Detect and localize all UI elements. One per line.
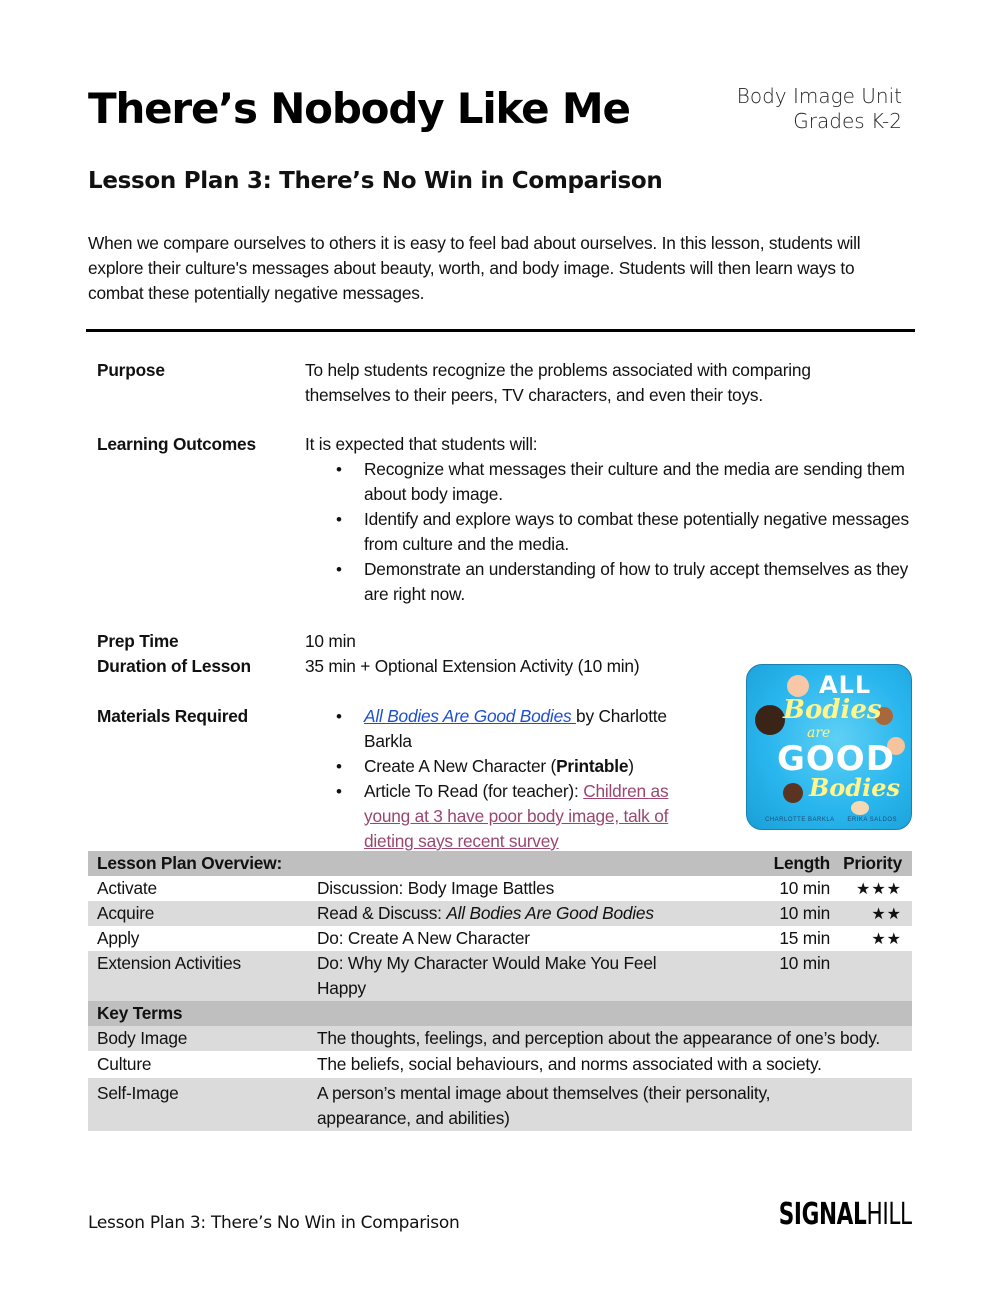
- lesson-overview-table: [88, 851, 912, 1131]
- outcome-item: • Recognize what messages their culture and the media are sending them about body image.: [305, 457, 910, 507]
- term-cell: Self-Image: [97, 1083, 179, 1103]
- cover-author: CHARLOTTE BARKLA: [765, 817, 835, 823]
- cover-illustrator: ERIKA SALDOS: [847, 817, 897, 823]
- table-row: [88, 901, 912, 926]
- printable-bold: Printable: [556, 756, 629, 776]
- definition-cell: The thoughts, feelings, and perception about the appearance of one’s body.: [317, 1028, 880, 1048]
- signal-hill-logo: [779, 1192, 912, 1238]
- definition-cell: The beliefs, social behaviours, and norms associated with a society.: [317, 1054, 822, 1074]
- article-link[interactable]: Children as young at 3 have poor body image, talk of dieting says recent survey: [364, 781, 669, 851]
- learning-outcomes-list: [305, 457, 910, 607]
- outcome-item: • Identify and explore ways to combat these potentially negative messages from culture and the media.: [305, 507, 910, 557]
- purpose-text: To help students recognize the problems associated with comparing themselves to their peers, TV characters, and even their toys.: [305, 360, 811, 405]
- illustration-child: [755, 705, 785, 735]
- unit-name: Body Image Unit: [736, 84, 902, 108]
- key-terms-header-row: [88, 1001, 912, 1026]
- materials-list-wrap: [305, 704, 705, 854]
- document-title: There’s Nobody Like Me: [88, 84, 630, 133]
- material-article: [305, 779, 705, 854]
- cover-title-line: Bodies: [783, 695, 882, 725]
- priority-header: Priority: [843, 853, 902, 873]
- duration-value: 35 min + Optional Extension Activity (10 min): [305, 656, 640, 676]
- length-cell: 10 min: [779, 903, 830, 923]
- term-cell: Body Image: [97, 1028, 188, 1048]
- table-header-row: [88, 851, 912, 876]
- length-header: Length: [773, 853, 830, 873]
- phase-cell: Extension Activities: [97, 953, 241, 973]
- activity-cell: Do: Why My Character Would Make You Feel Happy: [317, 953, 657, 998]
- illustration-child: [783, 783, 803, 803]
- logo-thin: HILL: [866, 1197, 912, 1232]
- material-printable: [305, 754, 705, 779]
- priority-stars-icon: ★★★: [855, 879, 902, 898]
- phase-cell: Acquire: [97, 903, 155, 923]
- section-divider: [86, 329, 915, 332]
- table-row: [88, 876, 912, 901]
- material-book: [305, 704, 705, 754]
- term-cell: Culture: [97, 1054, 152, 1074]
- cover-title-line: Bodies: [809, 773, 900, 802]
- activity-prefix: Read & Discuss:: [317, 903, 447, 923]
- illustration-child: [787, 675, 809, 697]
- table-row: [88, 1051, 912, 1078]
- lesson-intro: When we compare ourselves to others it is easy to feel bad about ourselves. In this lesson, students will explore their culture's messages about beauty, worth, and body image. Students will then learn ways to combat these potentially negative messages.: [88, 233, 861, 303]
- priority-stars-icon: [840, 951, 912, 1001]
- printable-suffix: ): [628, 756, 634, 776]
- activity-cell: Discussion: Body Image Battles: [317, 878, 555, 898]
- footer-lesson-title: Lesson Plan 3: There’s No Win in Comparison: [88, 1213, 460, 1233]
- activity-cell: Do: Create A New Character: [317, 928, 530, 948]
- prep-time-value: 10 min: [305, 631, 356, 651]
- definition-cell: A person’s mental image about themselves (their personality, appearance, and abilities): [317, 1083, 771, 1128]
- priority-stars-icon: ★★: [871, 904, 902, 923]
- article-prefix: Article To Read (for teacher):: [364, 781, 584, 801]
- unit-info: [737, 84, 902, 134]
- learning-outcomes-label: Learning Outcomes: [97, 434, 256, 454]
- grade-level: Grades K-2: [793, 109, 902, 133]
- illustration-child: [851, 801, 869, 815]
- printable-prefix: Create A New Character (: [364, 756, 557, 776]
- table-row: [88, 926, 912, 951]
- purpose-label: Purpose: [97, 360, 165, 380]
- duration-label: Duration of Lesson: [97, 656, 251, 676]
- book-author: by Charlotte Barkla: [364, 706, 667, 751]
- materials-label: Materials Required: [97, 706, 249, 726]
- length-cell: 10 min: [779, 878, 830, 898]
- cover-title-line: ALL: [819, 671, 872, 699]
- key-terms-header: Key Terms: [97, 1003, 183, 1023]
- outcome-item: • Demonstrate an understanding of how to truly accept themselves as they are right now.: [305, 557, 910, 607]
- logo-bold: SIGNAL: [779, 1197, 867, 1232]
- activity-cell: [317, 901, 737, 926]
- cover-title-line: GOOD: [777, 739, 895, 779]
- book-cover-image: [746, 664, 912, 830]
- phase-cell: Apply: [97, 928, 140, 948]
- phase-cell: Activate: [97, 878, 157, 898]
- lesson-title: Lesson Plan 3: There’s No Win in Comparison: [88, 168, 663, 194]
- book-link[interactable]: All Bodies Are Good Bodies: [364, 706, 577, 726]
- materials-list: [305, 704, 705, 854]
- length-cell: 10 min: [779, 953, 830, 973]
- length-cell: 15 min: [779, 928, 830, 948]
- priority-stars-icon: ★★: [871, 929, 902, 948]
- prep-time-label: Prep Time: [97, 631, 179, 651]
- learning-outcomes-lead: It is expected that students will:: [305, 434, 538, 454]
- table-row: [88, 1026, 912, 1051]
- overview-header-label: Lesson Plan Overview:: [97, 853, 283, 873]
- table-row: [88, 951, 912, 1001]
- learning-outcomes: [305, 432, 910, 607]
- cover-title-line: are: [807, 725, 831, 741]
- table-row: [88, 1078, 912, 1131]
- activity-book-title: All Bodies Are Good Bodies: [446, 903, 654, 923]
